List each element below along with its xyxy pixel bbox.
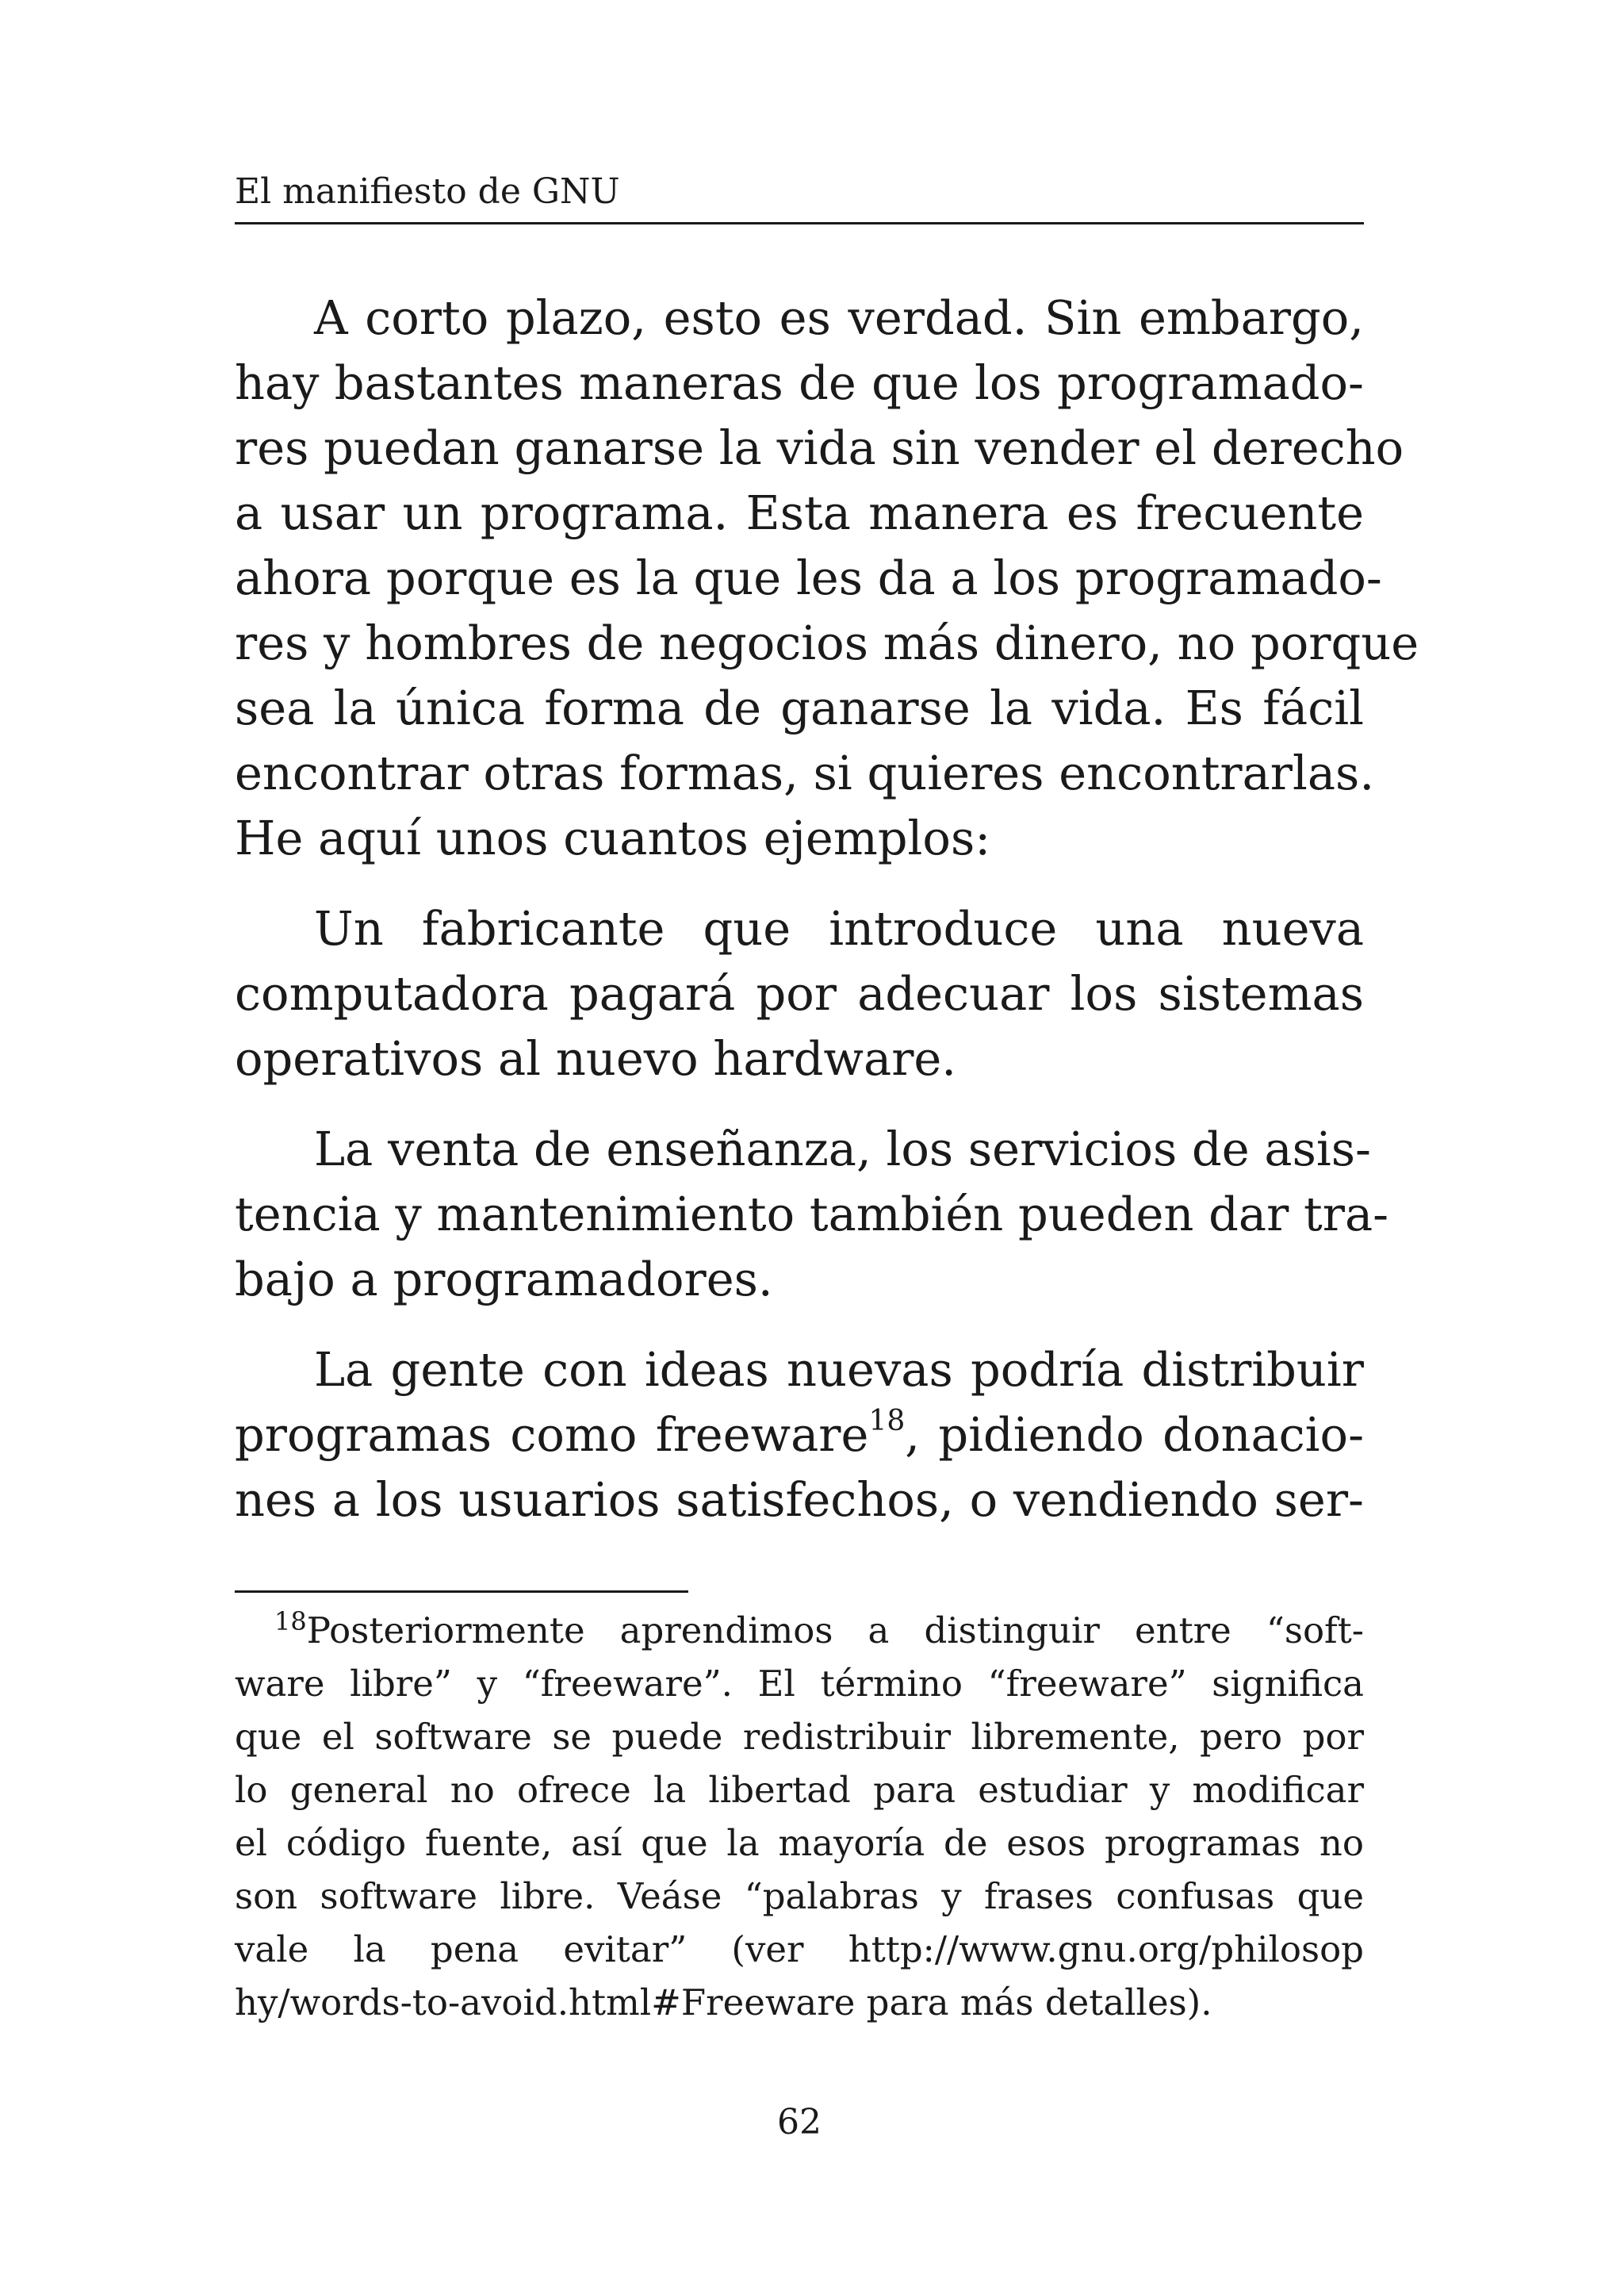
footnote-line: son software libre. Veáse “palabras y frases confusas que <box>235 1875 1364 1917</box>
text-line: hay bastantes maneras de que los programado- <box>235 355 1364 410</box>
text-line: ahora porque es la que les da a los programado- <box>235 550 1382 605</box>
book-page <box>235 0 1419 2290</box>
paragraph-3 <box>235 1117 1389 1312</box>
text-segment: programas como freeware <box>235 1407 869 1462</box>
text-line: sea la única forma de ganarse la vida. Es fácil <box>235 681 1364 735</box>
footnote-line <box>235 1604 1364 1657</box>
footnote-line: lo general no ofrece la libertad para estudiar y modificar <box>235 1769 1364 1811</box>
text-segment: Posteriormente aprendimos a distinguir entre “soft- <box>306 1609 1364 1651</box>
footnote-reference[interactable]: 18 <box>868 1405 906 1437</box>
text-line: res y hombres de negocios más dinero, no porque <box>235 616 1419 670</box>
text-line: a usar un programa. Esta manera es frecuente <box>235 485 1364 540</box>
body-text <box>235 286 1419 1558</box>
text-line: encontrar otras formas, si quieres encontrarlas. <box>235 746 1375 800</box>
footnote-line: que el software se puede redistribuir libremente, pero por <box>235 1716 1364 1758</box>
text-line: computadora pagará por adecuar los sistemas <box>235 966 1364 1021</box>
text-line: He aquí unos cuantos ejemplos: <box>235 811 991 865</box>
header-rule <box>235 222 1364 224</box>
text-line: operativos al nuevo hardware. <box>235 1031 957 1086</box>
text-line: nes a los usuarios satisfechos, o vendiendo ser- <box>235 1472 1364 1527</box>
footnote-line: el código fuente, así que la mayoría de esos programas no <box>235 1822 1364 1864</box>
paragraph-2 <box>235 896 1364 1091</box>
paragraph-4 <box>235 1337 1364 1532</box>
text-line: La gente con ideas nuevas podría distribuir <box>314 1342 1364 1397</box>
footnote-rule <box>235 1590 688 1593</box>
footnote <box>235 1604 1364 2029</box>
text-line: Un fabricante que introduce una nueva <box>314 901 1364 956</box>
paragraph-1 <box>235 286 1419 871</box>
footnote-line: ware libre” y “freeware”. El término “freeware” significa <box>235 1663 1364 1705</box>
text-line: tencia y mantenimiento también pueden dar tra- <box>235 1187 1389 1241</box>
text-segment: , pidiendo donacio- <box>905 1407 1365 1462</box>
running-title: El manifiesto de GNU <box>235 171 620 212</box>
text-line: La venta de enseñanza, los servicios de asis- <box>314 1122 1371 1176</box>
page-number: 62 <box>777 2102 822 2142</box>
footnote-mark: 18 <box>274 1606 307 1636</box>
text-line: bajo a programadores. <box>235 1252 773 1306</box>
text-line: A corto plazo, esto es verdad. Sin embargo, <box>314 290 1364 345</box>
text-line: res puedan ganarse la vida sin vender el derecho <box>235 420 1404 475</box>
text-line <box>235 1402 1364 1467</box>
footnote-line: hy/words-to-avoid.html#Freeware para más detalles). <box>235 1981 1212 2023</box>
footnote-line: vale la pena evitar” (ver http://www.gnu.org/philosop <box>235 1928 1364 1970</box>
